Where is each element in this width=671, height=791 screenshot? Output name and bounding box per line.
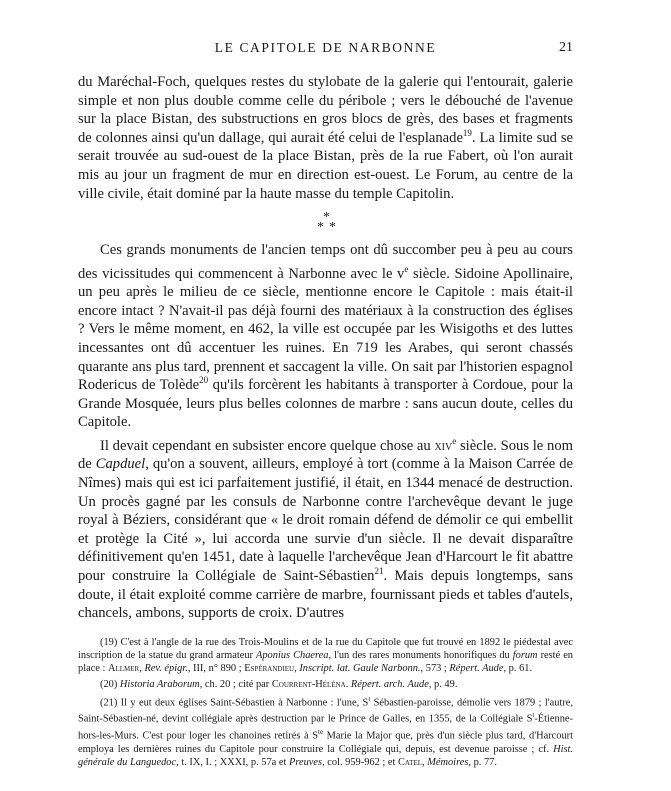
footnote-ref-20[interactable]: 20: [199, 375, 209, 386]
footnote-ref-21[interactable]: 21: [374, 566, 384, 577]
footnote-21: (21) Il y eut deux églises Saint-Sébastien à Narbonne : l'une, $S^t$ Sébastien-paroisse, démolie vers 1879 ; l'autre, Saint-Sébastien-né, devint collégiale après destruction par le Prince de Galles, en 1355, de la Collégiale $S^t-Étienne-hors-les$-Murs. C'est pour loger les chanoines retirés à $S^{te}$ Marie la Major que, près d'un siècle plus tard, d'Harcourt employa les dernières ruines du Capitole pour construire la Collégiale qui, depuis, est devenue paroisse ; cf. Hist. générale du Languedoc, t. IX, I. ; XXXI, p. 57a et Preuves, col. 959-962 ; et Catel, Mémoires, p. 77.: [78, 694, 573, 769]
asterism-divider: * * *: [317, 210, 336, 236]
body-text: [78, 73, 573, 623]
footnote-19: (19) C'est à l'angle de la rue des Trois-Moulins et de la rue du Capitole que fut trouvé en 1892 le piédestal avec inscription de la statue du grand armateur Aponius Chaerea, l'un des rares monuments honorifiques du forum resté en place : Allmer, Rev. épigr., III, n° 890 ; Espérandieu, Inscript. lat. Gaule Narbonn., 573 ; Répert. Aude, p. 61.: [78, 637, 573, 675]
page-number: 21: [559, 40, 573, 55]
paragraph-2: Ces grands monuments de l'ancien temps ont dû succomber peu à peu au cours des vicissitudes qui commencent à Narbonne avec le $v^e$ siècle. Sidoine Apollinaire, un peu après le milieu de ce siècle, mentionne encore le Capitole : mais était-il encore intact ? N'avait-il pas déjà fourni des matériaux à la construction des églises ? Vers le même moment, en 462, la ville est occupée par les Wisigoths et des luttes incessantes ont dû accentuer les ruines. En 719 les Arabes, qui seront chassés quarante ans plus tard, prennent et saccagent la ville. On sait par l'historien espagnol Rodericus de Tolède$^{20}$ qu'ils forcèrent les habitants à transporter à Cordoue, pour la Grande Mosquée, leurs plus belles colonnes de marbre : sans aucun doute, celles du Capitole.: [78, 242, 574, 431]
capduel-term: Capduel: [95, 456, 146, 473]
footnotes: [78, 636, 573, 771]
paragraph-1: du Maréchal-Foch, quelques restes du stylobate de la galerie qui l'entourait, galerie simple et non plus double comme celle du péribole ; vers le débouché de l'avenue sur la place Bistan, des substructions en gros blocs de grès, des bases et fragments de colonnes ainsi qu'un dallage, qui aurait été celui de l'esplanade$^{19}$. La limite sud se serait trouvée au sud-ouest de la place Bistan, près de la rue Fabert, où l'on aurait mis au jour un fragment de mur en direction est-ouest. Le Forum, au centre de la ville civile, était dominé par la haute masse du temple Capitolin.: [78, 74, 573, 202]
footnote-20: (20) Historia Araborum, ch. 20 ; cité par Courrent-Héléna. Répert. arch. Aude, p. 49.: [100, 678, 458, 690]
page-header: [78, 40, 573, 60]
footnote-ref-19[interactable]: 19: [462, 127, 472, 138]
running-title: LE CAPITOLE DE NARBONNE: [214, 40, 437, 55]
paragraph-3: Il devait cependant en subsister encore quelque chose au xiv$^e$ siècle. Sous le nom de Capduel, qu'on a souvent, ailleurs, employé à tort (comme à la Maison Carrée de Nîmes) mais qui est ici parfaitement justifié, il était, en 1344 menacé de destruction. Un procès gagné par les consuls de Narbonne contre l'archevêque devant le juge royal à Béziers, considérant que « le droit romain défend de démolir ce qui embellit et protège la Cité », lui accorda une survie d'un siècle. Il ne devait disparaître définitivement qu'en 1451, date à laquelle l'archevêque Jean d'Harcourt le fit abattre pour construire la Collégiale de Saint-Sébastien$^{21}$. Mais depuis longtemps, sans doute, il était exploité comme carrière de marbre, fournissant pieds et tables d'autels, chancels, ambons, supports de croix. D'autres: [78, 435, 573, 622]
